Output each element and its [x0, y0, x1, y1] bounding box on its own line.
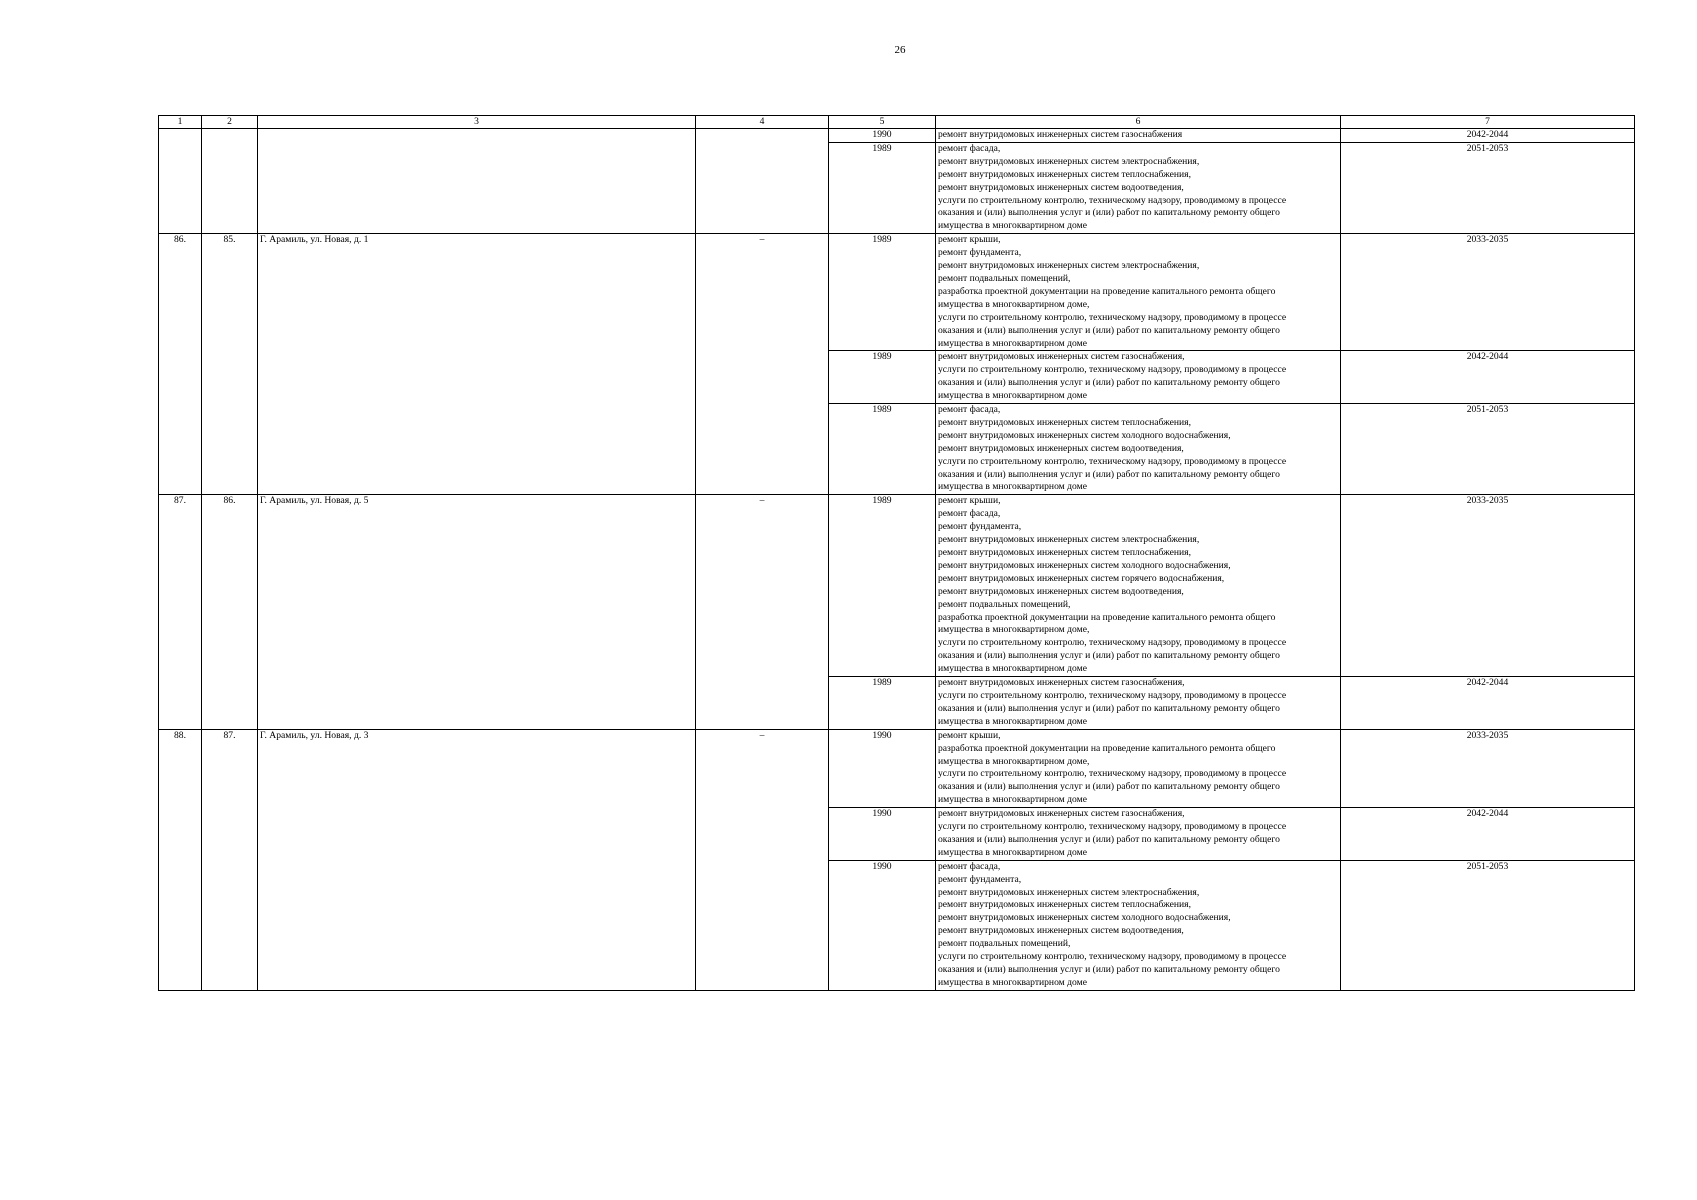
- works-cell: ремонт крыши, ремонт фундамента, ремонт внутридомовых инженерных систем электроснабжения, ремонт подвальных помещений, разработка проектной документации на проведение капитального ремонта общего имущества в многоквартирном доме, услуги по строительному контролю, техническому надзору, проводимому в процессе оказания и (или) выполнения услуг и (или) работ по капитальному ремонту общего имущества в многоквартирном доме: [936, 234, 1341, 351]
- works-cell: ремонт крыши, разработка проектной документации на проведение капитального ремонта общего имущества в многоквартирном доме, услуги по строительному контролю, техническому надзору, проводимому в процессе оказания и (или) выполнения услуг и (или) работ по капитальному ремонту общего имущества в многоквартирном доме: [936, 729, 1341, 807]
- row-index-cell: 87.: [202, 729, 258, 990]
- works-cell: ремонт фасада, ремонт внутридомовых инженерных систем электроснабжения, ремонт внутридомовых инженерных систем теплоснабжения, ремонт внутридомовых инженерных систем водоотведения, услуги по строительному контролю, техническому надзору, проводимому в процессе оказания и (или) выполнения услуг и (или) работ по капитальному ремонту общего имущества в многоквартирном доме: [936, 142, 1341, 233]
- period-cell: 2033-2035: [1341, 495, 1635, 677]
- year-cell: 1990: [829, 729, 936, 807]
- year-cell: 1990: [829, 808, 936, 861]
- period-cell: 2033-2035: [1341, 729, 1635, 807]
- column-header: 3: [258, 116, 696, 129]
- year-cell: 1990: [829, 129, 936, 143]
- year-cell: 1989: [829, 404, 936, 495]
- works-cell: ремонт внутридомовых инженерных систем газоснабжения: [936, 129, 1341, 143]
- works-cell: ремонт внутридомовых инженерных систем газоснабжения, услуги по строительному контролю, техническому надзору, проводимому в процессе оказания и (или) выполнения услуг и (или) работ по капитальному ремонту общего имущества в многоквартирном доме: [936, 351, 1341, 404]
- col4-cell: [696, 129, 829, 234]
- address-cell: [258, 129, 696, 234]
- row-index-cell: 86.: [202, 495, 258, 729]
- row-index-cell: [202, 129, 258, 234]
- table-row: [159, 234, 1635, 351]
- period-cell: 2042-2044: [1341, 129, 1635, 143]
- row-number-cell: 87.: [159, 495, 202, 729]
- period-cell: 2042-2044: [1341, 677, 1635, 730]
- row-number-cell: 88.: [159, 729, 202, 990]
- column-header: 1: [159, 116, 202, 129]
- table-row: [159, 495, 1635, 677]
- period-cell: 2042-2044: [1341, 351, 1635, 404]
- period-cell: 2051-2053: [1341, 142, 1635, 233]
- column-header: 2: [202, 116, 258, 129]
- column-header: 5: [829, 116, 936, 129]
- table-row: [159, 129, 1635, 143]
- year-cell: 1990: [829, 860, 936, 990]
- period-cell: 2033-2035: [1341, 234, 1635, 351]
- works-cell: ремонт фасада, ремонт фундамента, ремонт внутридомовых инженерных систем электроснабжения, ремонт внутридомовых инженерных систем теплоснабжения, ремонт внутридомовых инженерных систем холодного водоснабжения, ремонт внутридомовых инженерных систем водоотведения, ремонт подвальных помещений, услуги по строительному контролю, техническому надзору, проводимому в процессе оказания и (или) выполнения услуг и (или) работ по капитальному ремонту общего имущества в многоквартирном доме: [936, 860, 1341, 990]
- period-cell: 2042-2044: [1341, 808, 1635, 861]
- column-number-row: [159, 116, 1635, 129]
- year-cell: 1989: [829, 142, 936, 233]
- works-cell: ремонт фасада, ремонт внутридомовых инженерных систем теплоснабжения, ремонт внутридомовых инженерных систем холодного водоснабжения, ремонт внутридомовых инженерных систем водоотведения, услуги по строительному контролю, техническому надзору, проводимому в процессе оказания и (или) выполнения услуг и (или) работ по капитальному ремонту общего имущества в многоквартирном доме: [936, 404, 1341, 495]
- row-index-cell: 85.: [202, 234, 258, 495]
- repair-schedule-table: [158, 115, 1635, 991]
- row-number-cell: [159, 129, 202, 234]
- works-cell: ремонт внутридомовых инженерных систем газоснабжения, услуги по строительному контролю, техническому надзору, проводимому в процессе оказания и (или) выполнения услуг и (или) работ по капитальному ремонту общего имущества в многоквартирном доме: [936, 677, 1341, 730]
- col4-cell: –: [696, 495, 829, 729]
- column-header: 7: [1341, 116, 1635, 129]
- period-cell: 2051-2053: [1341, 860, 1635, 990]
- address-cell: Г. Арамиль, ул. Новая, д. 5: [258, 495, 696, 729]
- works-cell: ремонт крыши, ремонт фасада, ремонт фундамента, ремонт внутридомовых инженерных систем электроснабжения, ремонт внутридомовых инженерных систем теплоснабжения, ремонт внутридомовых инженерных систем холодного водоснабжения, ремонт внутридомовых инженерных систем горячего водоснабжения, ремонт внутридомовых инженерных систем водоотведения, ремонт подвальных помещений, разработка проектной документации на проведение капитального ремонта общего имущества в многоквартирном доме, услуги по строительному контролю, техническому надзору, проводимому в процессе оказания и (или) выполнения услуг и (или) работ по капитальному ремонту общего имущества в многоквартирном доме: [936, 495, 1341, 677]
- works-cell: ремонт внутридомовых инженерных систем газоснабжения, услуги по строительному контролю, техническому надзору, проводимому в процессе оказания и (или) выполнения услуг и (или) работ по капитальному ремонту общего имущества в многоквартирном доме: [936, 808, 1341, 861]
- year-cell: 1989: [829, 495, 936, 677]
- address-cell: Г. Арамиль, ул. Новая, д. 3: [258, 729, 696, 990]
- year-cell: 1989: [829, 234, 936, 351]
- col4-cell: –: [696, 729, 829, 990]
- table-row: [159, 729, 1635, 807]
- address-cell: Г. Арамиль, ул. Новая, д. 1: [258, 234, 696, 495]
- year-cell: 1989: [829, 677, 936, 730]
- column-header: 6: [936, 116, 1341, 129]
- row-number-cell: 86.: [159, 234, 202, 495]
- page-number: 26: [894, 44, 906, 56]
- year-cell: 1989: [829, 351, 936, 404]
- period-cell: 2051-2053: [1341, 404, 1635, 495]
- col4-cell: –: [696, 234, 829, 495]
- column-header: 4: [696, 116, 829, 129]
